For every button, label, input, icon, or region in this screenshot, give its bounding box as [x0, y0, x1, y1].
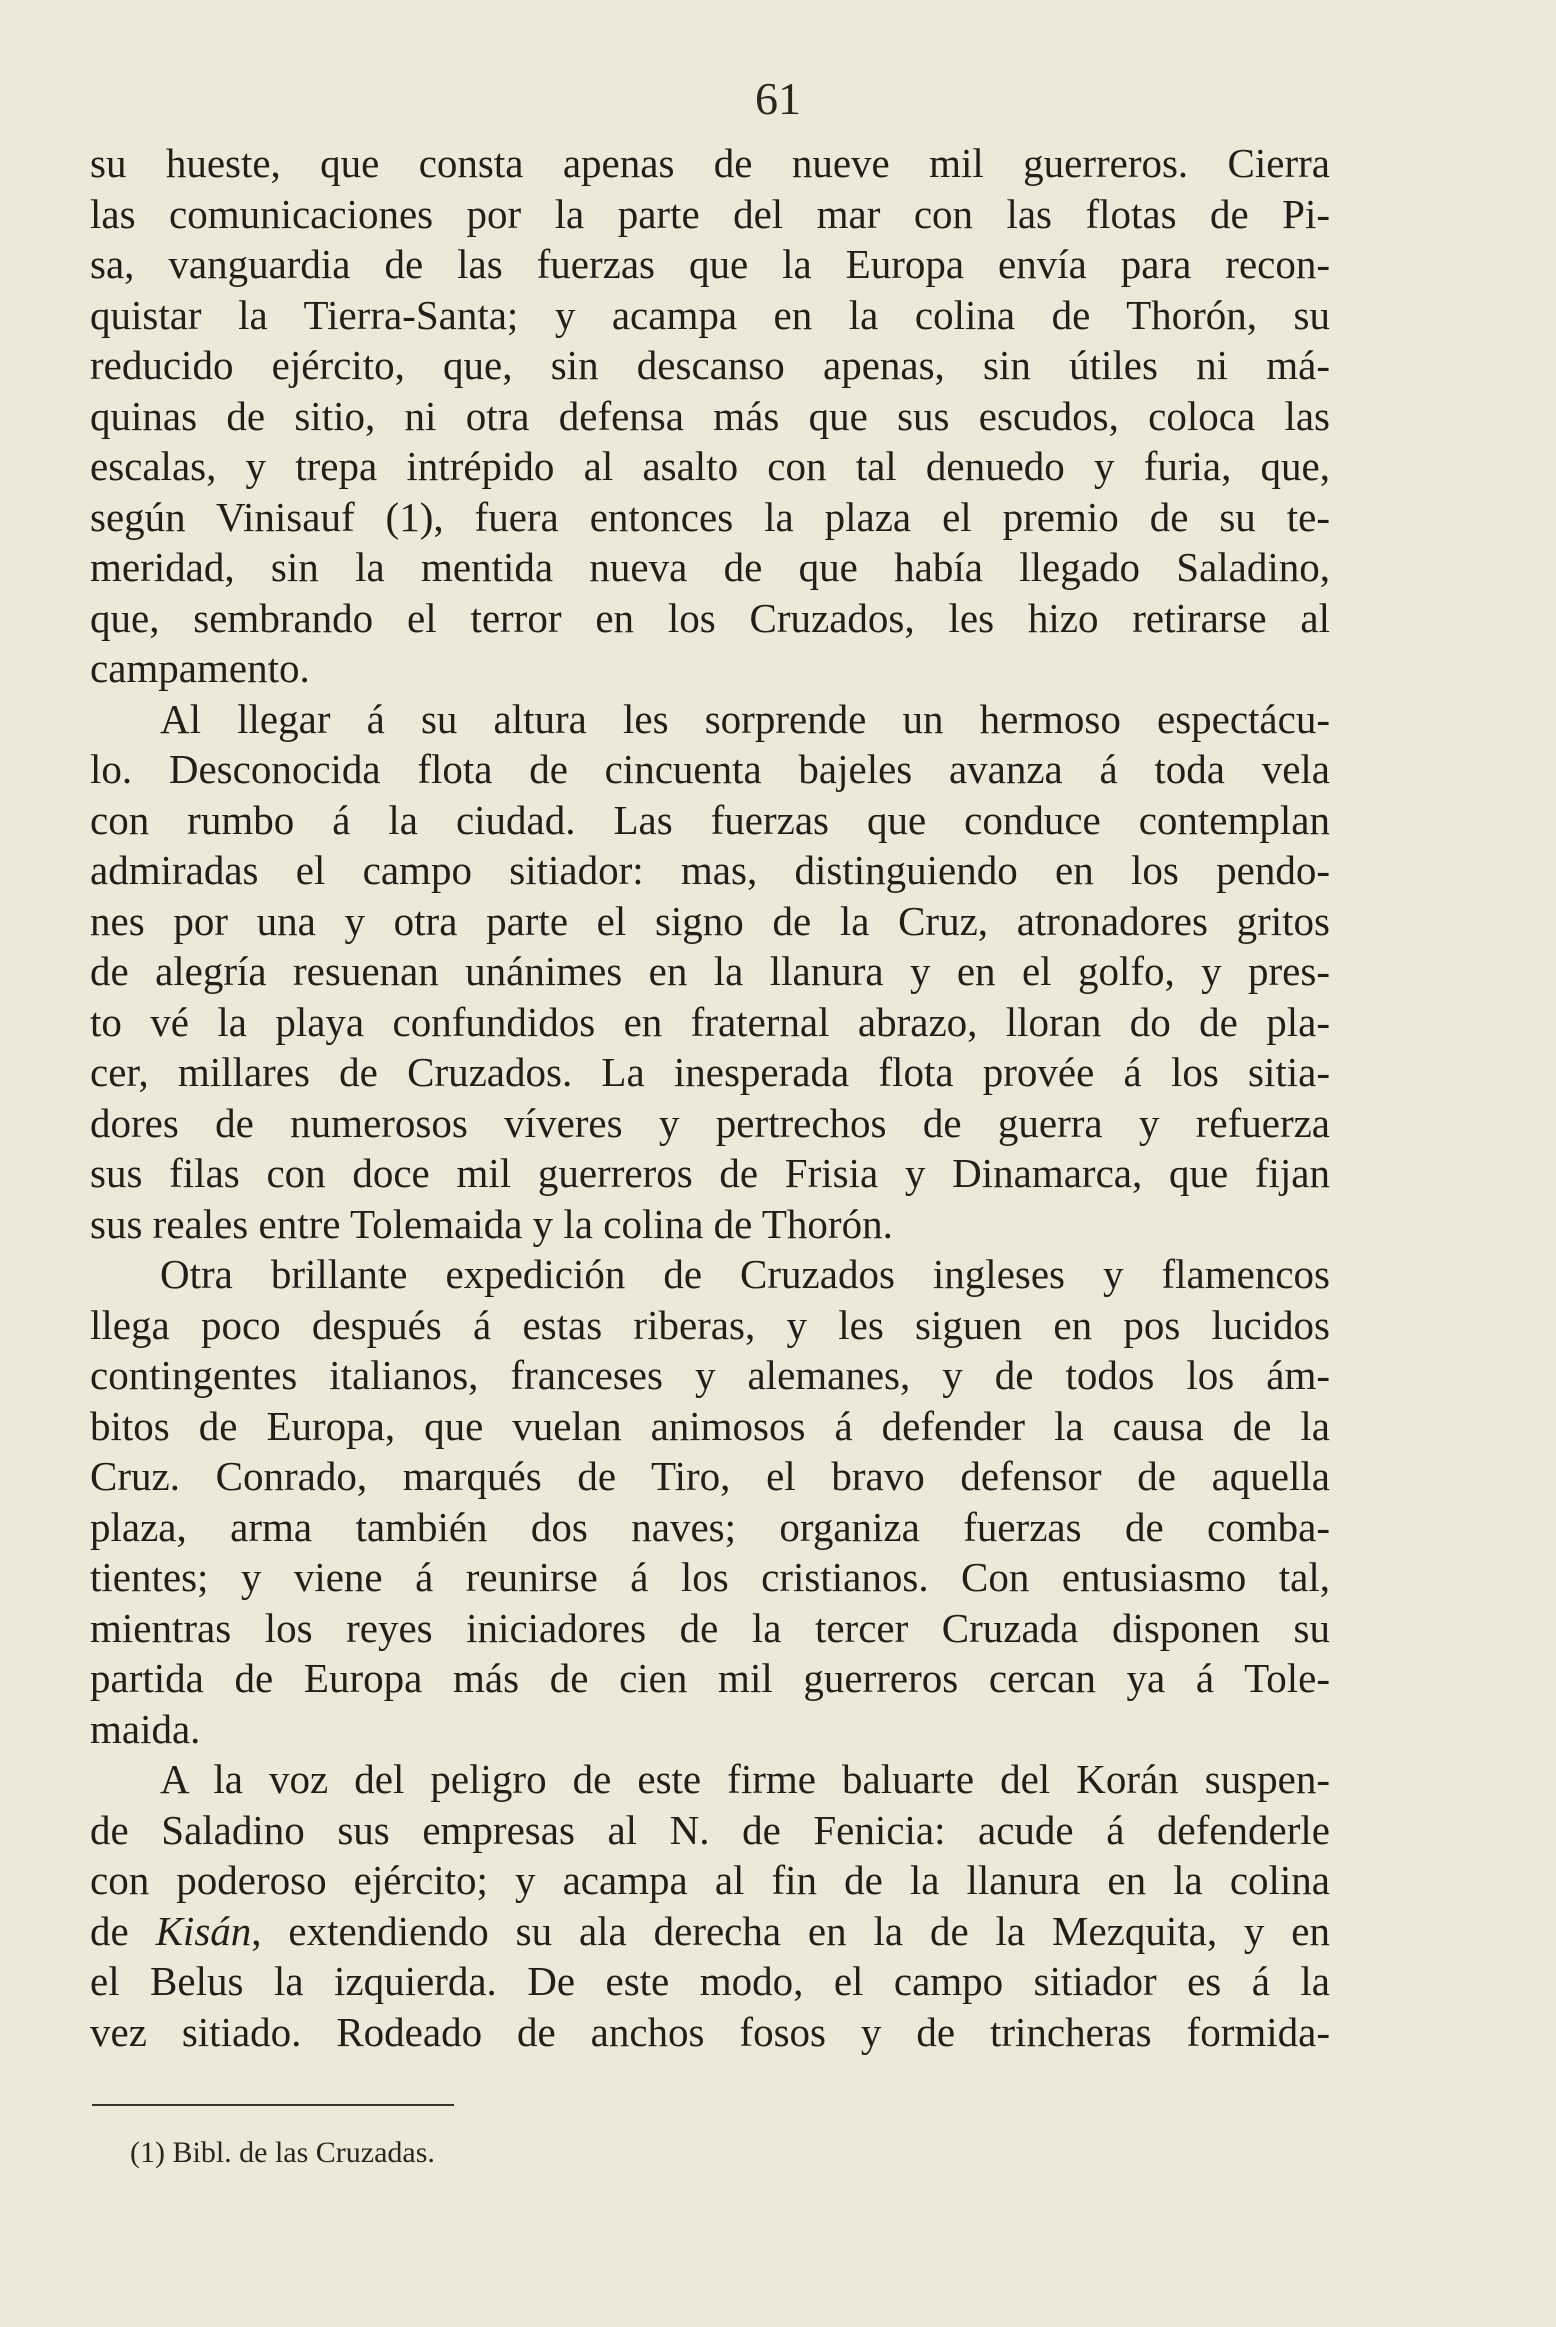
text-line: nes por una y otra parte el signo de la Cruz, atronadores gritos [90, 897, 1330, 944]
text-line: sus filas con doce mil guerreros de Frisia y Dinamarca, que fijan [90, 1150, 1330, 1196]
text-line: sus reales entre Tolemaida y la colina de Thorón. [90, 1200, 893, 1247]
text-line: bitos de Europa, que vuelan animosos á defender la causa de la [90, 1402, 1330, 1449]
text-line: el Belus la izquierda. De este modo, el campo sitiador es á la [90, 1958, 1330, 2004]
text-line: campamento. [90, 645, 310, 691]
text-line: con rumbo á la ciudad. Las fuerzas que conduce contemplan [90, 796, 1330, 843]
text-line: Cruz. Conrado, marqués de Tiro, el bravo defensor de aquella [90, 1453, 1330, 1499]
footnote: (1) Bibl. de las Cruzadas. [130, 2136, 435, 2169]
text-line: tientes; y viene á reunirse á los cristianos. Con entusiasmo tal, [90, 1554, 1330, 1600]
text-line: de Kisán, extendiendo su ala derecha en la de la Mezquita, y en [90, 1907, 1330, 1954]
text-line: admiradas el campo sitiador: mas, distinguiendo en los pendo- [90, 847, 1330, 893]
text-line: sa, vanguardia de las fuerzas que la Europa envía para recon- [90, 241, 1330, 287]
text-line: cer, millares de Cruzados. La inesperada flota provée á los sitia- [90, 1049, 1330, 1095]
text-line: su hueste, que consta apenas de nueve mil guerreros. Cierra [90, 140, 1330, 186]
text-line: reducido ejército, que, sin descanso apenas, sin útiles ni má- [90, 342, 1330, 388]
text-line: partida de Europa más de cien mil guerreros cercan ya á Tole- [90, 1655, 1330, 1701]
text-line: maida. [90, 1705, 201, 1752]
text-line: vez sitiado. Rodeado de anchos fosos y de trincheras formida- [90, 2008, 1330, 2055]
text-line: A la voz del peligro de este firme baluarte del Korán suspen- [160, 1756, 1330, 1802]
text-line: to vé la playa confundidos en fraternal abrazo, lloran do de pla- [90, 998, 1330, 1045]
text-line: de Saladino sus empresas al N. de Fenicia: acude á defenderle [90, 1806, 1330, 1853]
text-line: las comunicaciones por la parte del mar con las flotas de Pi- [90, 190, 1330, 237]
text-line: lo. Desconocida flota de cincuenta bajeles avanza á toda vela [90, 746, 1330, 792]
footnote-rule [92, 2104, 454, 2106]
page-number: 61 [755, 73, 801, 124]
text-line: meridad, sin la mentida nueva de que había llegado Saladino, [90, 544, 1330, 590]
text-line: Al llegar á su altura les sorprende un hermoso espectácu- [160, 695, 1330, 742]
text-line: contingentes italianos, franceses y alemanes, y de todos los ám- [90, 1352, 1330, 1398]
text-line: Otra brillante expedición de Cruzados ingleses y flamencos [160, 1251, 1330, 1297]
text-line: dores de numerosos víveres y pertrechos de guerra y refuerza [90, 1099, 1330, 1146]
text-line: quistar la Tierra-Santa; y acampa en la colina de Thorón, su [90, 291, 1330, 338]
text-line: de alegría resuenan unánimes en la llanura y en el golfo, y pres- [90, 948, 1330, 994]
text-line: llega poco después á estas riberas, y les siguen en pos lucidos [90, 1301, 1330, 1348]
text-line: escalas, y trepa intrépido al asalto con tal denuedo y furia, que, [90, 443, 1330, 489]
text-line: mientras los reyes iniciadores de la tercer Cruzada disponen su [90, 1604, 1330, 1651]
text-line: con poderoso ejército; y acampa al fin de la llanura en la colina [90, 1857, 1330, 1903]
text-line: quinas de sitio, ni otra defensa más que sus escudos, coloca las [90, 392, 1330, 439]
text-line: según Vinisauf (1), fuera entonces la plaza el premio de su te- [90, 493, 1330, 540]
body-text [90, 138, 1330, 2057]
text-line: que, sembrando el terror en los Cruzados, les hizo retirarse al [90, 594, 1330, 641]
text-line: plaza, arma también dos naves; organiza fuerzas de comba- [90, 1503, 1330, 1550]
